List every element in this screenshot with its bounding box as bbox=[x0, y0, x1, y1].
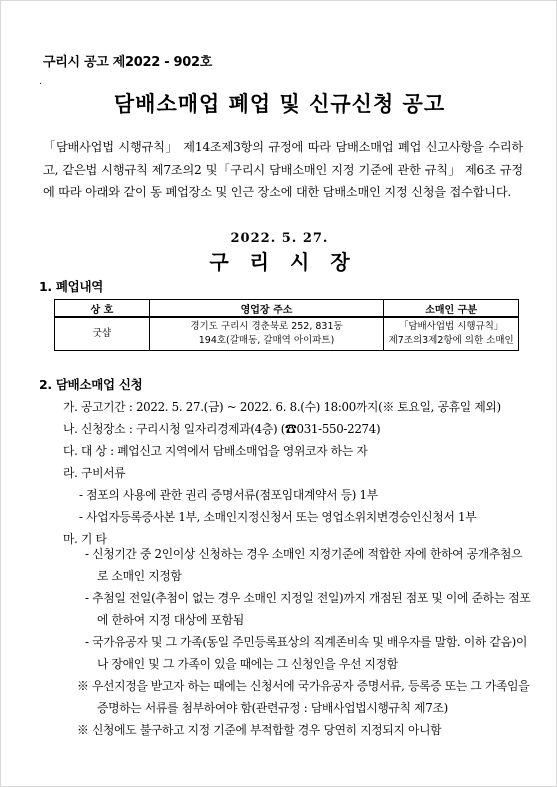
list-item-document: - 점포의 사용에 관한 권리 증명서류(점포임대계약서 등) 1부 bbox=[79, 488, 378, 502]
retailer-type-line: 「담배사업법 시행규칙」 bbox=[398, 321, 504, 332]
list-item-documents: 라. 구비서류 bbox=[63, 466, 126, 480]
cell-business-name bbox=[55, 317, 150, 351]
column-header-type: 소매인 구분 bbox=[384, 300, 519, 318]
section-heading-application: 2. 담배소매업 신청 bbox=[39, 377, 143, 392]
list-item-remark: ※ 우선지정을 받고자 하는 때에는 신청서에 국가유공자 증명서류, 등록증 또는 그 가족임을 증명하는 서류를 첨부하여야 함(관련규정 : 담배사업법시행규칙 제7조) bbox=[77, 679, 530, 715]
list-item-note: - 추첨일 전일(추첨이 없는 경우 소매인 지정일 전일)까지 개점된 점포 및 이에 준하는 점포에 한하여 지정 대상에 포함됨 bbox=[85, 591, 531, 627]
table-header-row bbox=[55, 300, 519, 318]
section-heading-closure: 1. 폐업내역 bbox=[39, 279, 103, 294]
address-line: 경기도 구리시 경춘북로 252, 831동 bbox=[190, 321, 343, 332]
list-item-target: 다. 대 상 : 폐업신고 지역에서 담배소매업을 영위코자 하는 자 bbox=[63, 444, 368, 458]
list-item-note: - 신청기간 중 2인이상 신청하는 경우 소매인 지정기준에 적합한 자에 한하여 공개추첨으로 소매인 지정함 bbox=[85, 547, 523, 583]
column-header-address: 영업장 주소 bbox=[149, 300, 383, 318]
notice-date: 2022. 5. 27. bbox=[230, 231, 329, 246]
column-header-name: 상 호 bbox=[55, 300, 150, 318]
retailer-type-line: 제7조의3제2항에 의한 소매인 bbox=[388, 335, 514, 346]
table-row bbox=[55, 317, 519, 351]
cell-retailer-type bbox=[384, 317, 519, 351]
cell-address bbox=[149, 317, 383, 351]
list-item-other: 마. 기 타 bbox=[63, 532, 107, 546]
intro-paragraph: 「담배사업법 시행규칙」 제14조제3항의 규정에 따라 담배소매업 폐업 신고사항을 수리하고, 같은법 시행규칙 제7조의2 및「구리시 담배소매인 지정 기준에 관한 규칙」 제6조 규정에 따라 아래와 같이 동 폐업장소 및 인근 장소에 대한 담배소매인 지정 신청을 접수합니다. bbox=[43, 140, 523, 199]
business-name: 굿샵 bbox=[92, 328, 112, 339]
list-item-remark: ※ 신청에도 불구하고 지정 기준에 부적합할 경우 당연히 지정되지 아니함 bbox=[77, 723, 442, 737]
notice-number: 구리시 공고 제2022 - 902호 bbox=[43, 55, 213, 70]
closure-table bbox=[54, 299, 519, 351]
list-item-note: - 국가유공자 및 그 가족(동일 주민등록표상의 직계존비속 및 배우자를 말함. 이하 같음)이나 장애인 및 그 가족이 있을 때에는 그 신청인을 우선 지정함 bbox=[85, 635, 528, 671]
stray-mark: . bbox=[39, 77, 42, 87]
list-item-period: 가. 공고기간 : 2022. 5. 27.(금) ~ 2022. 6. 8.(수) 18:00까지(※ 토요일, 공휴일 제외) bbox=[63, 400, 501, 414]
list-item-document: - 사업자등록증사본 1부, 소매인지정신청서 또는 영업소위치변경승인신청서 1부 bbox=[79, 510, 477, 524]
list-item-place: 나. 신청장소 : 구리시청 일자리경제과(4층) (☎031-550-2274) bbox=[63, 422, 381, 436]
address-line: 194호(갈매동, 갈매역 아이파트) bbox=[198, 335, 335, 346]
page-title: 담배소매업 폐업 및 신규신청 공고 bbox=[113, 91, 446, 116]
issuer-name: 구리시장 bbox=[209, 250, 371, 274]
